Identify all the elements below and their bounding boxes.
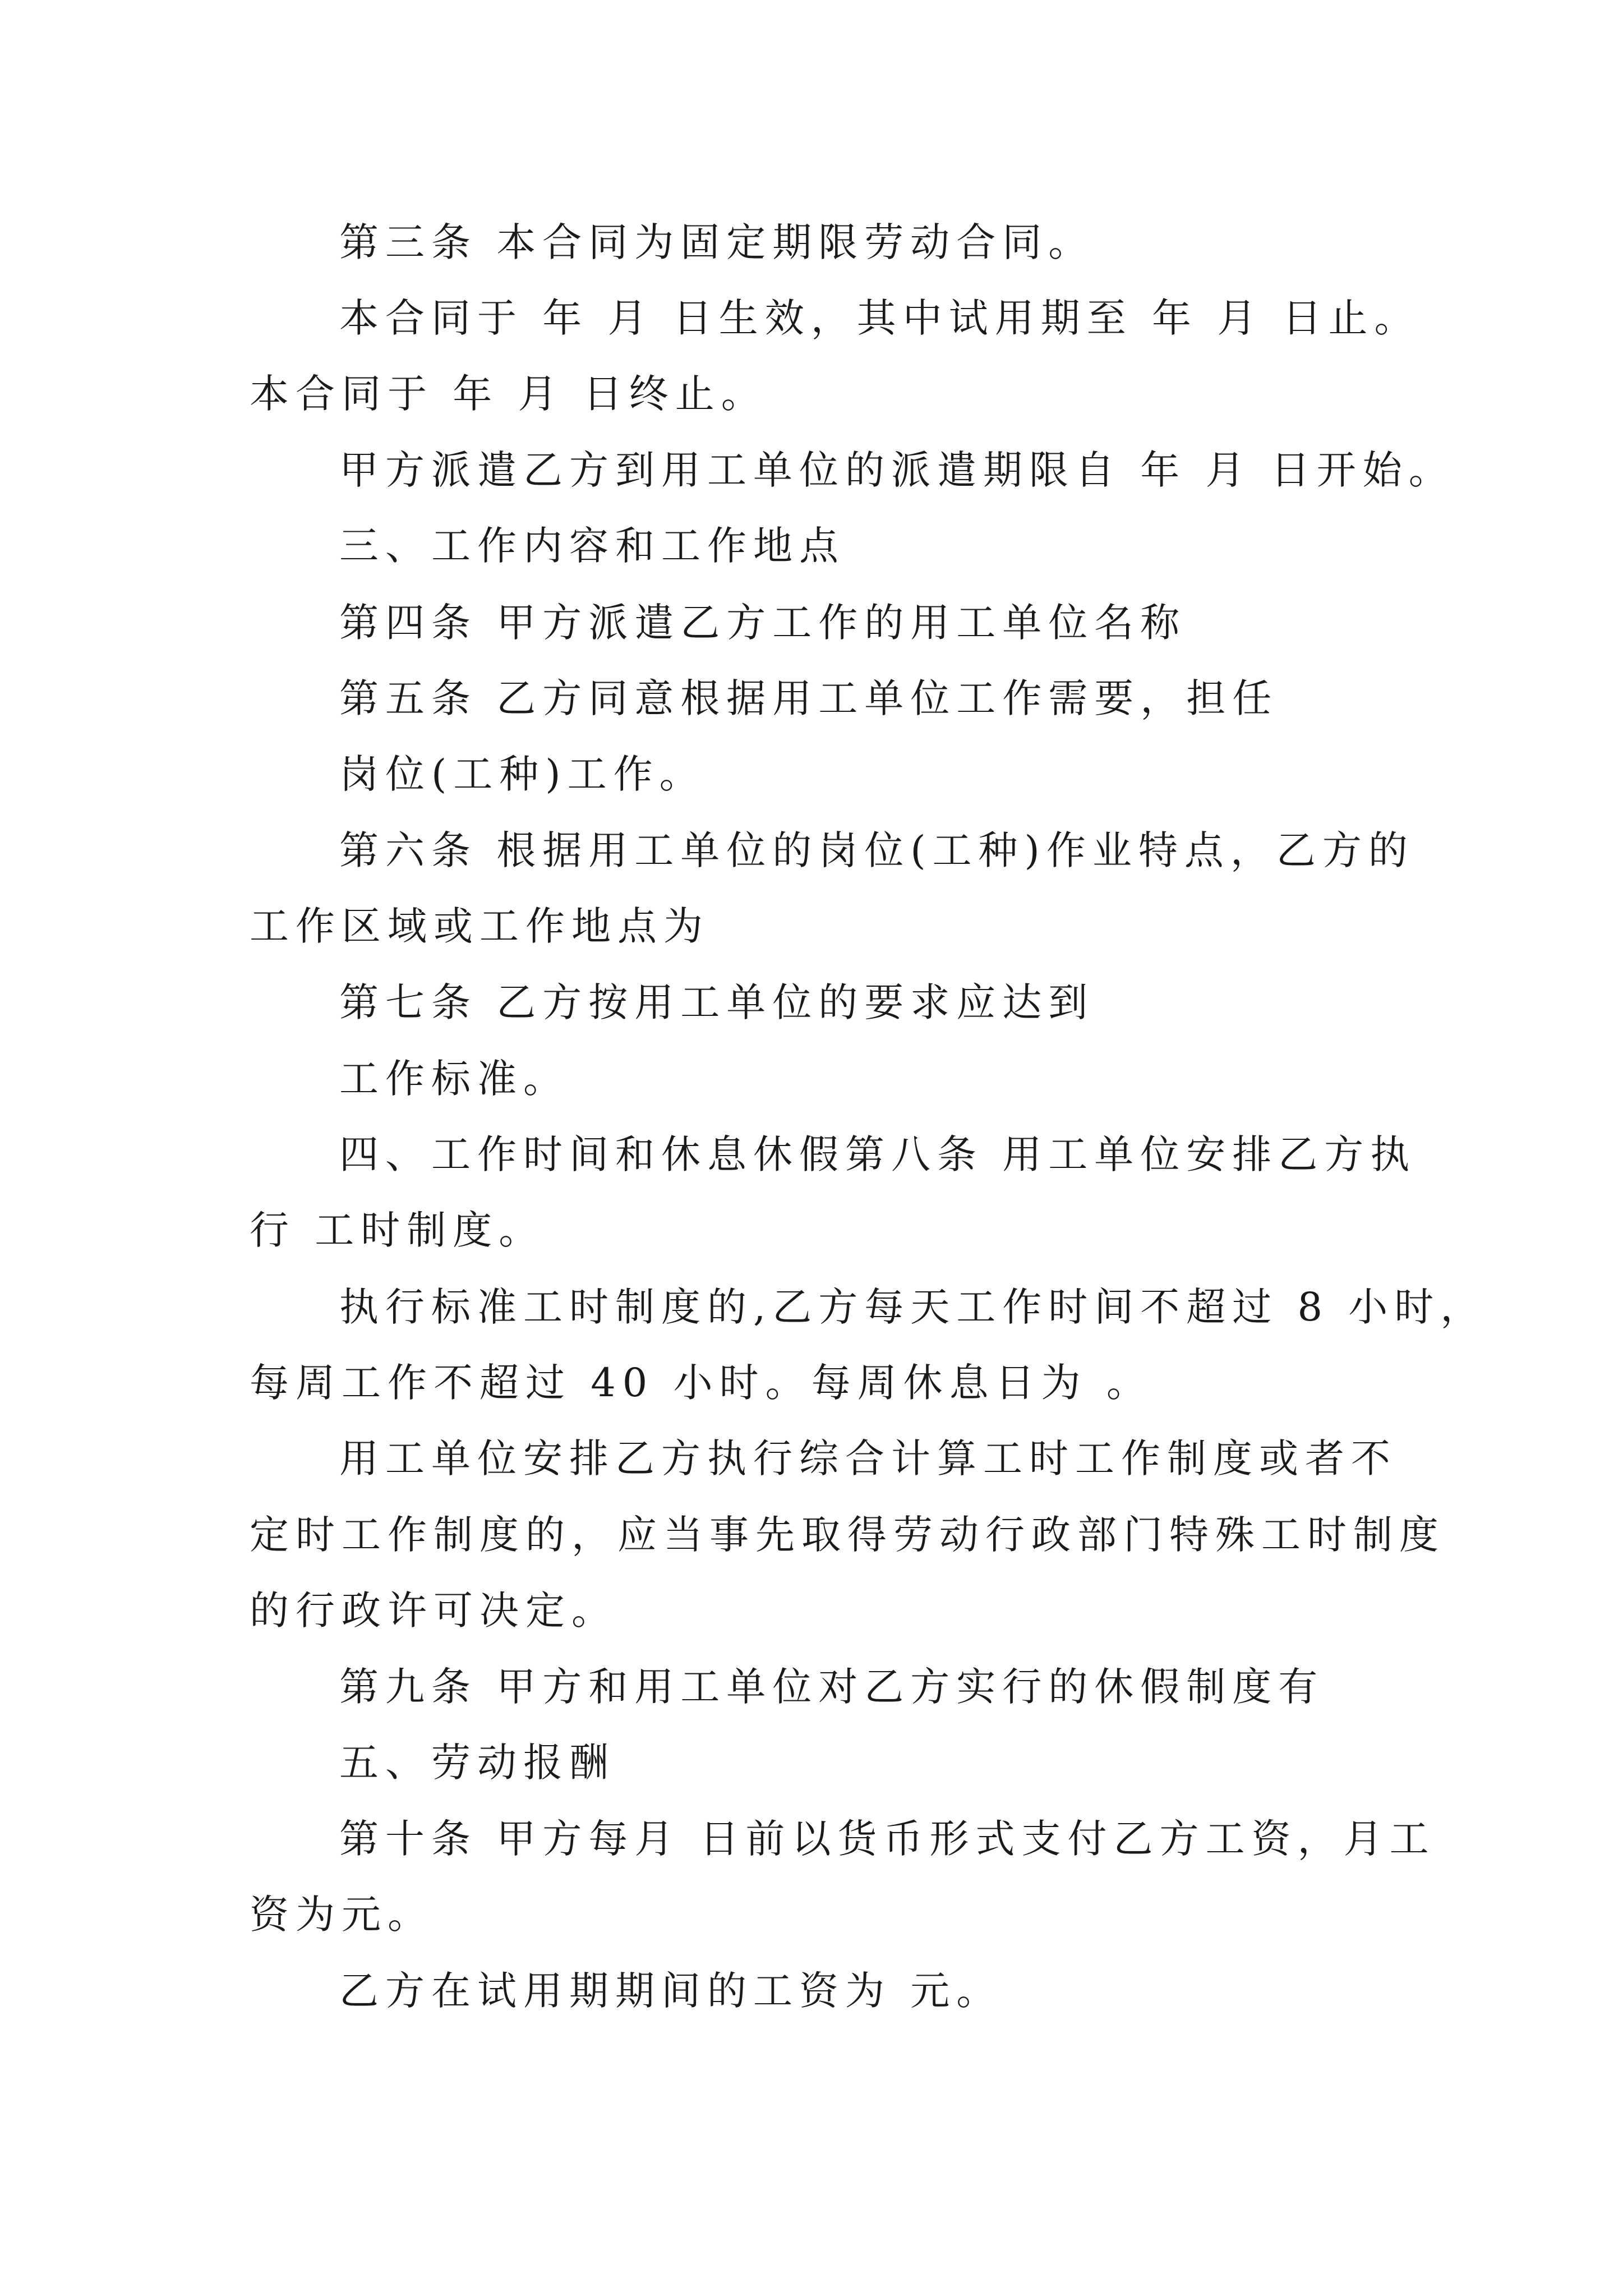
article-5-text: 第五条 乙方同意根据用工单位工作需要，担任 [339, 675, 1279, 721]
article-10-text: 第十条 甲方每月 日前以货币形式支付乙方工资，月工 [339, 1816, 1436, 1862]
special-hours-text: 用工单位安排乙方执行综合计算工时工作制度或者不 [339, 1435, 1397, 1481]
weekly-hours-text: 每周工作不超过 40 小时。每周休息日为 。 [250, 1360, 1152, 1406]
article-5-continued: 岗位(工种)工作。 [339, 751, 706, 797]
article-6-text: 第六条 根据用工单位的岗位(工种)作业特点，乙方的 [339, 827, 1414, 873]
article-6-continued: 工作区域或工作地点为 [250, 903, 709, 949]
contract-effective-date: 本合同于 年 月 日生效，其中试用期至 年 月 日止。 [339, 295, 1421, 341]
contract-end-date: 本合同于 年 月 日终止。 [250, 371, 767, 417]
section-4-article-8-text: 四、工作时间和休息休假第八条 用工单位安排乙方执 [339, 1131, 1417, 1177]
article-8-continued: 行 工时制度。 [250, 1207, 545, 1253]
special-hours-end: 的行政许可决定。 [250, 1588, 617, 1634]
dispatch-period-text: 甲方派遣乙方到用工单位的派遣期限自 年 月 日开始。 [339, 447, 1455, 493]
section-3-heading: 三、工作内容和工作地点 [339, 523, 845, 569]
article-9-text: 第九条 甲方和用工单位对乙方实行的休假制度有 [339, 1664, 1325, 1710]
standard-hours-text: 执行标准工时制度的,乙方每天工作时间不超过 8 小时， [339, 1284, 1487, 1330]
probation-wage-text: 乙方在试用期期间的工资为 元。 [339, 1968, 1003, 2014]
article-10-continued: 资为元。 [250, 1892, 434, 1938]
article-7-text: 第七条 乙方按用工单位的要求应达到 [339, 979, 1095, 1025]
article-3-text: 第三条 本合同为固定期限劳动合同。 [339, 219, 1095, 265]
special-hours-continued: 定时工作制度的，应当事先取得劳动行政部门特殊工时制度 [250, 1512, 1445, 1558]
article-7-continued: 工作标准。 [339, 1056, 569, 1102]
section-5-heading: 五、劳动报酬 [339, 1740, 615, 1786]
article-4-text: 第四条 甲方派遣乙方工作的用工单位名称 [339, 600, 1187, 646]
